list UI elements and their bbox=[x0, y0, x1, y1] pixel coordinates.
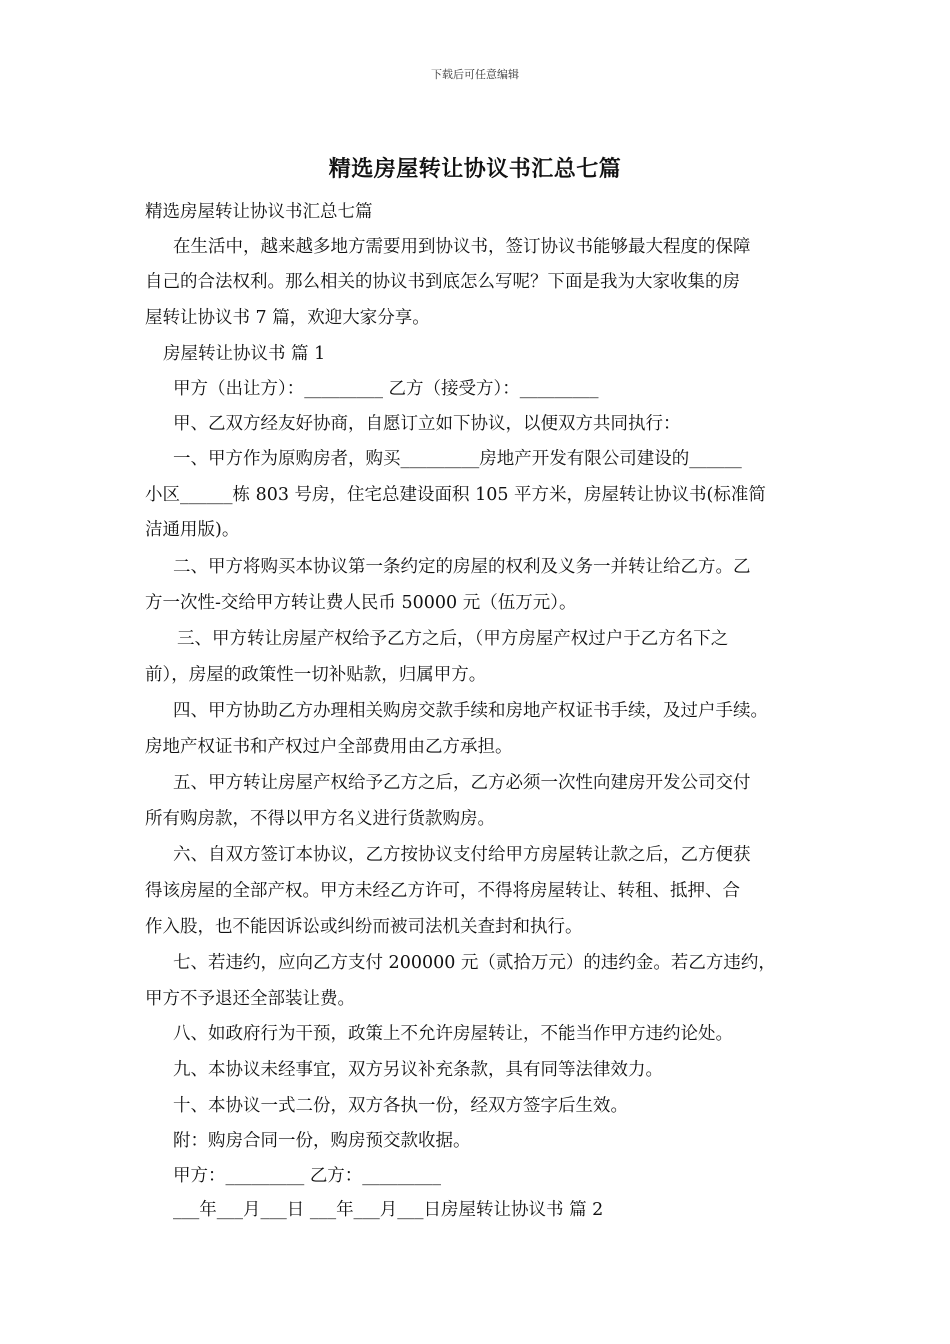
attachment-line: 附：购房合同一份，购房预交款收据。 bbox=[173, 1131, 471, 1151]
clause-3-line-2: 前），房屋的政策性一切补贴款，归属甲方。 bbox=[145, 665, 487, 685]
intro-line-3: 屋转让协议书 7 篇，欢迎大家分享。 bbox=[145, 308, 430, 328]
clause-7-line-2: 甲方不予退还全部装让费。 bbox=[145, 989, 355, 1009]
clause-1-line-3: 洁通用版)。 bbox=[145, 520, 240, 540]
clause-5-line-1: 五、甲方转让房屋产权给予乙方之后，乙方必须一次性向建房开发公司交付 bbox=[173, 773, 751, 793]
date-line: ___年___月___日 ___年___月___日房屋转让协议书 篇 2 bbox=[173, 1200, 604, 1220]
clause-2-line-2: 方一次性-交给甲方转让费人民币 50000 元（伍万元）。 bbox=[145, 593, 577, 613]
clause-6-line-1: 六、自双方签订本协议，乙方按协议支付给甲方房屋转让款之后，乙方便获 bbox=[173, 845, 751, 865]
document-title: 精选房屋转让协议书汇总七篇 bbox=[328, 156, 622, 182]
clause-4-line-2: 房地产权证书和产权过户全部费用由乙方承担。 bbox=[145, 737, 513, 757]
parties-line: 甲方（出让方）：_________ 乙方（接受方）：_________ bbox=[173, 379, 599, 399]
clause-5-line-2: 所有购房款，不得以甲方名义进行货款购房。 bbox=[145, 809, 495, 829]
clause-4-line-1: 四、甲方协助乙方办理相关购房交款手续和房地产权证书手续，及过户手续。 bbox=[173, 701, 768, 721]
section-heading: 房屋转让协议书 篇 1 bbox=[163, 344, 326, 364]
intro-line-2: 自己的合法权利。那么相关的协议书到底怎么写呢？下面是我为大家收集的房 bbox=[145, 272, 740, 292]
clause-2-line-1: 二、甲方将购买本协议第一条约定的房屋的权利及义务一并转让给乙方。乙 bbox=[173, 557, 751, 577]
subtitle-line: 精选房屋转让协议书汇总七篇 bbox=[145, 202, 373, 222]
signature-line: 甲方：_________ 乙方：_________ bbox=[173, 1166, 442, 1186]
clause-8-line: 八、如政府行为干预，政策上不允许房屋转让，不能当作甲方违约论处。 bbox=[173, 1024, 733, 1044]
clause-7-line-1: 七、若违约，应向乙方支付 200000 元（贰拾万元）的违约金。若乙方违约， bbox=[173, 953, 776, 973]
clause-10-line: 十、本协议一式二份，双方各执一份，经双方签字后生效。 bbox=[173, 1096, 628, 1116]
clause-1-line-2: 小区______栋 803 号房，住宅总建设面积 105 平方米，房屋转让协议书(标准简 bbox=[145, 485, 766, 505]
agreement-intro-line: 甲、乙双方经友好协商，自愿订立如下协议，以便双方共同执行： bbox=[173, 414, 681, 434]
clause-6-line-3: 作入股，也不能因诉讼或纠纷而被司法机关查封和执行。 bbox=[145, 917, 583, 937]
clause-9-line: 九、本协议未经事宜，双方另议补充条款，具有同等法律效力。 bbox=[173, 1060, 663, 1080]
clause-6-line-2: 得该房屋的全部产权。甲方未经乙方许可，不得将房屋转让、转租、抵押、合 bbox=[145, 881, 740, 901]
intro-line-1: 在生活中，越来越多地方需要用到协议书，签订协议书能够最大程度的保障 bbox=[173, 237, 751, 257]
header-note: 下载后可任意编辑 bbox=[431, 68, 519, 81]
clause-1-line-1: 一、甲方作为原购房者，购买_________房地产开发有限公司建设的______ bbox=[173, 449, 742, 469]
clause-3-line-1: 三、甲方转让房屋产权给予乙方之后，（甲方房屋产权过户于乙方名下之 bbox=[177, 629, 729, 649]
